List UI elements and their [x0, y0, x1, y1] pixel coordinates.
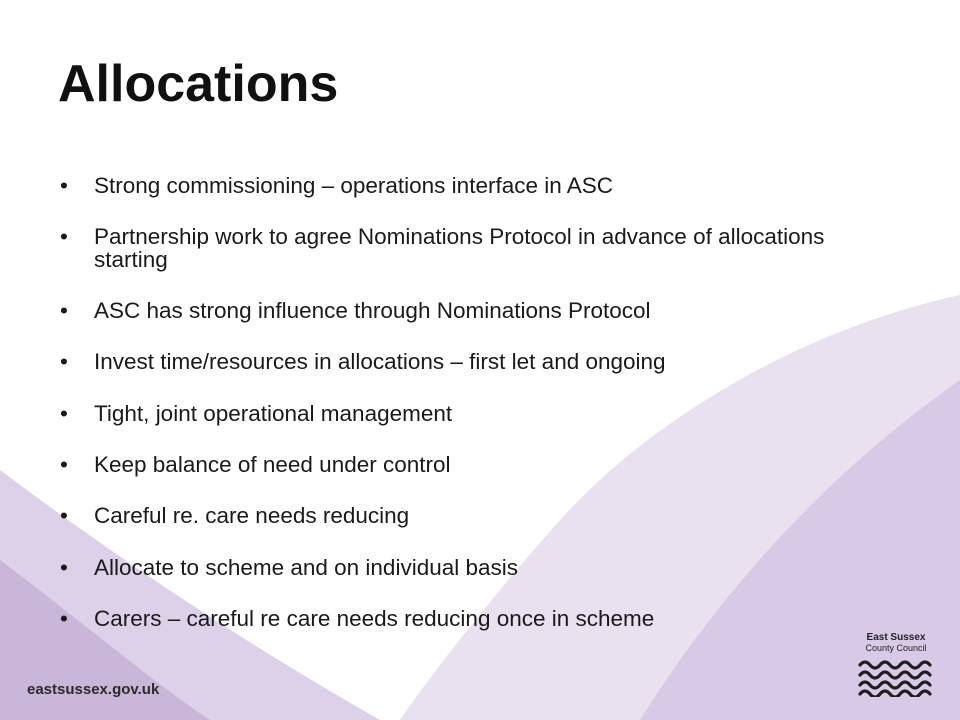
- bullet-text: Partnership work to agree Nominations Protocol in advance of allocations starting: [94, 224, 825, 272]
- bullet-item: [60, 556, 518, 579]
- bullet-text: Invest time/resources in allocations – first let and ongoing: [94, 349, 666, 374]
- footer-url[interactable]: eastsussex.gov.uk: [27, 681, 160, 698]
- bullet-dot: •: [60, 349, 68, 374]
- bullet-dot: •: [60, 452, 68, 477]
- logo-title: East Sussex: [866, 632, 926, 643]
- bullet-item: [60, 299, 651, 322]
- bullet-dot: •: [60, 401, 68, 426]
- bullet-text: Strong commissioning – operations interface in ASC: [94, 173, 614, 198]
- bullet-text: ASC has strong influence through Nominations Protocol: [94, 298, 651, 323]
- bullet-dot: •: [60, 224, 68, 249]
- bullet-dot: •: [60, 606, 68, 631]
- bullet-item: [60, 504, 409, 527]
- bullet-dot: •: [60, 555, 68, 580]
- logo-subtitle: County Council: [865, 643, 927, 653]
- bullet-dot: •: [60, 298, 68, 323]
- bullet-item: [60, 607, 654, 630]
- waves-icon: [858, 657, 934, 697]
- bullet-item: [60, 225, 860, 271]
- bullet-item: [60, 350, 666, 373]
- bullet-text: Carers – careful re care needs reducing once in scheme: [94, 606, 655, 631]
- bullet-item: [60, 453, 451, 476]
- bullet-dot: •: [60, 503, 68, 528]
- bullet-text: Careful re. care needs reducing: [94, 503, 410, 528]
- slide-title: Allocations: [58, 55, 339, 113]
- bullet-text: Tight, joint operational management: [94, 401, 453, 426]
- bullet-item: [60, 174, 613, 197]
- council-logo: [856, 632, 936, 702]
- bullet-text: Keep balance of need under control: [94, 452, 451, 477]
- bullet-dot: •: [60, 173, 68, 198]
- bullet-item: [60, 402, 452, 425]
- bullet-text: Allocate to scheme and on individual basis: [94, 555, 519, 580]
